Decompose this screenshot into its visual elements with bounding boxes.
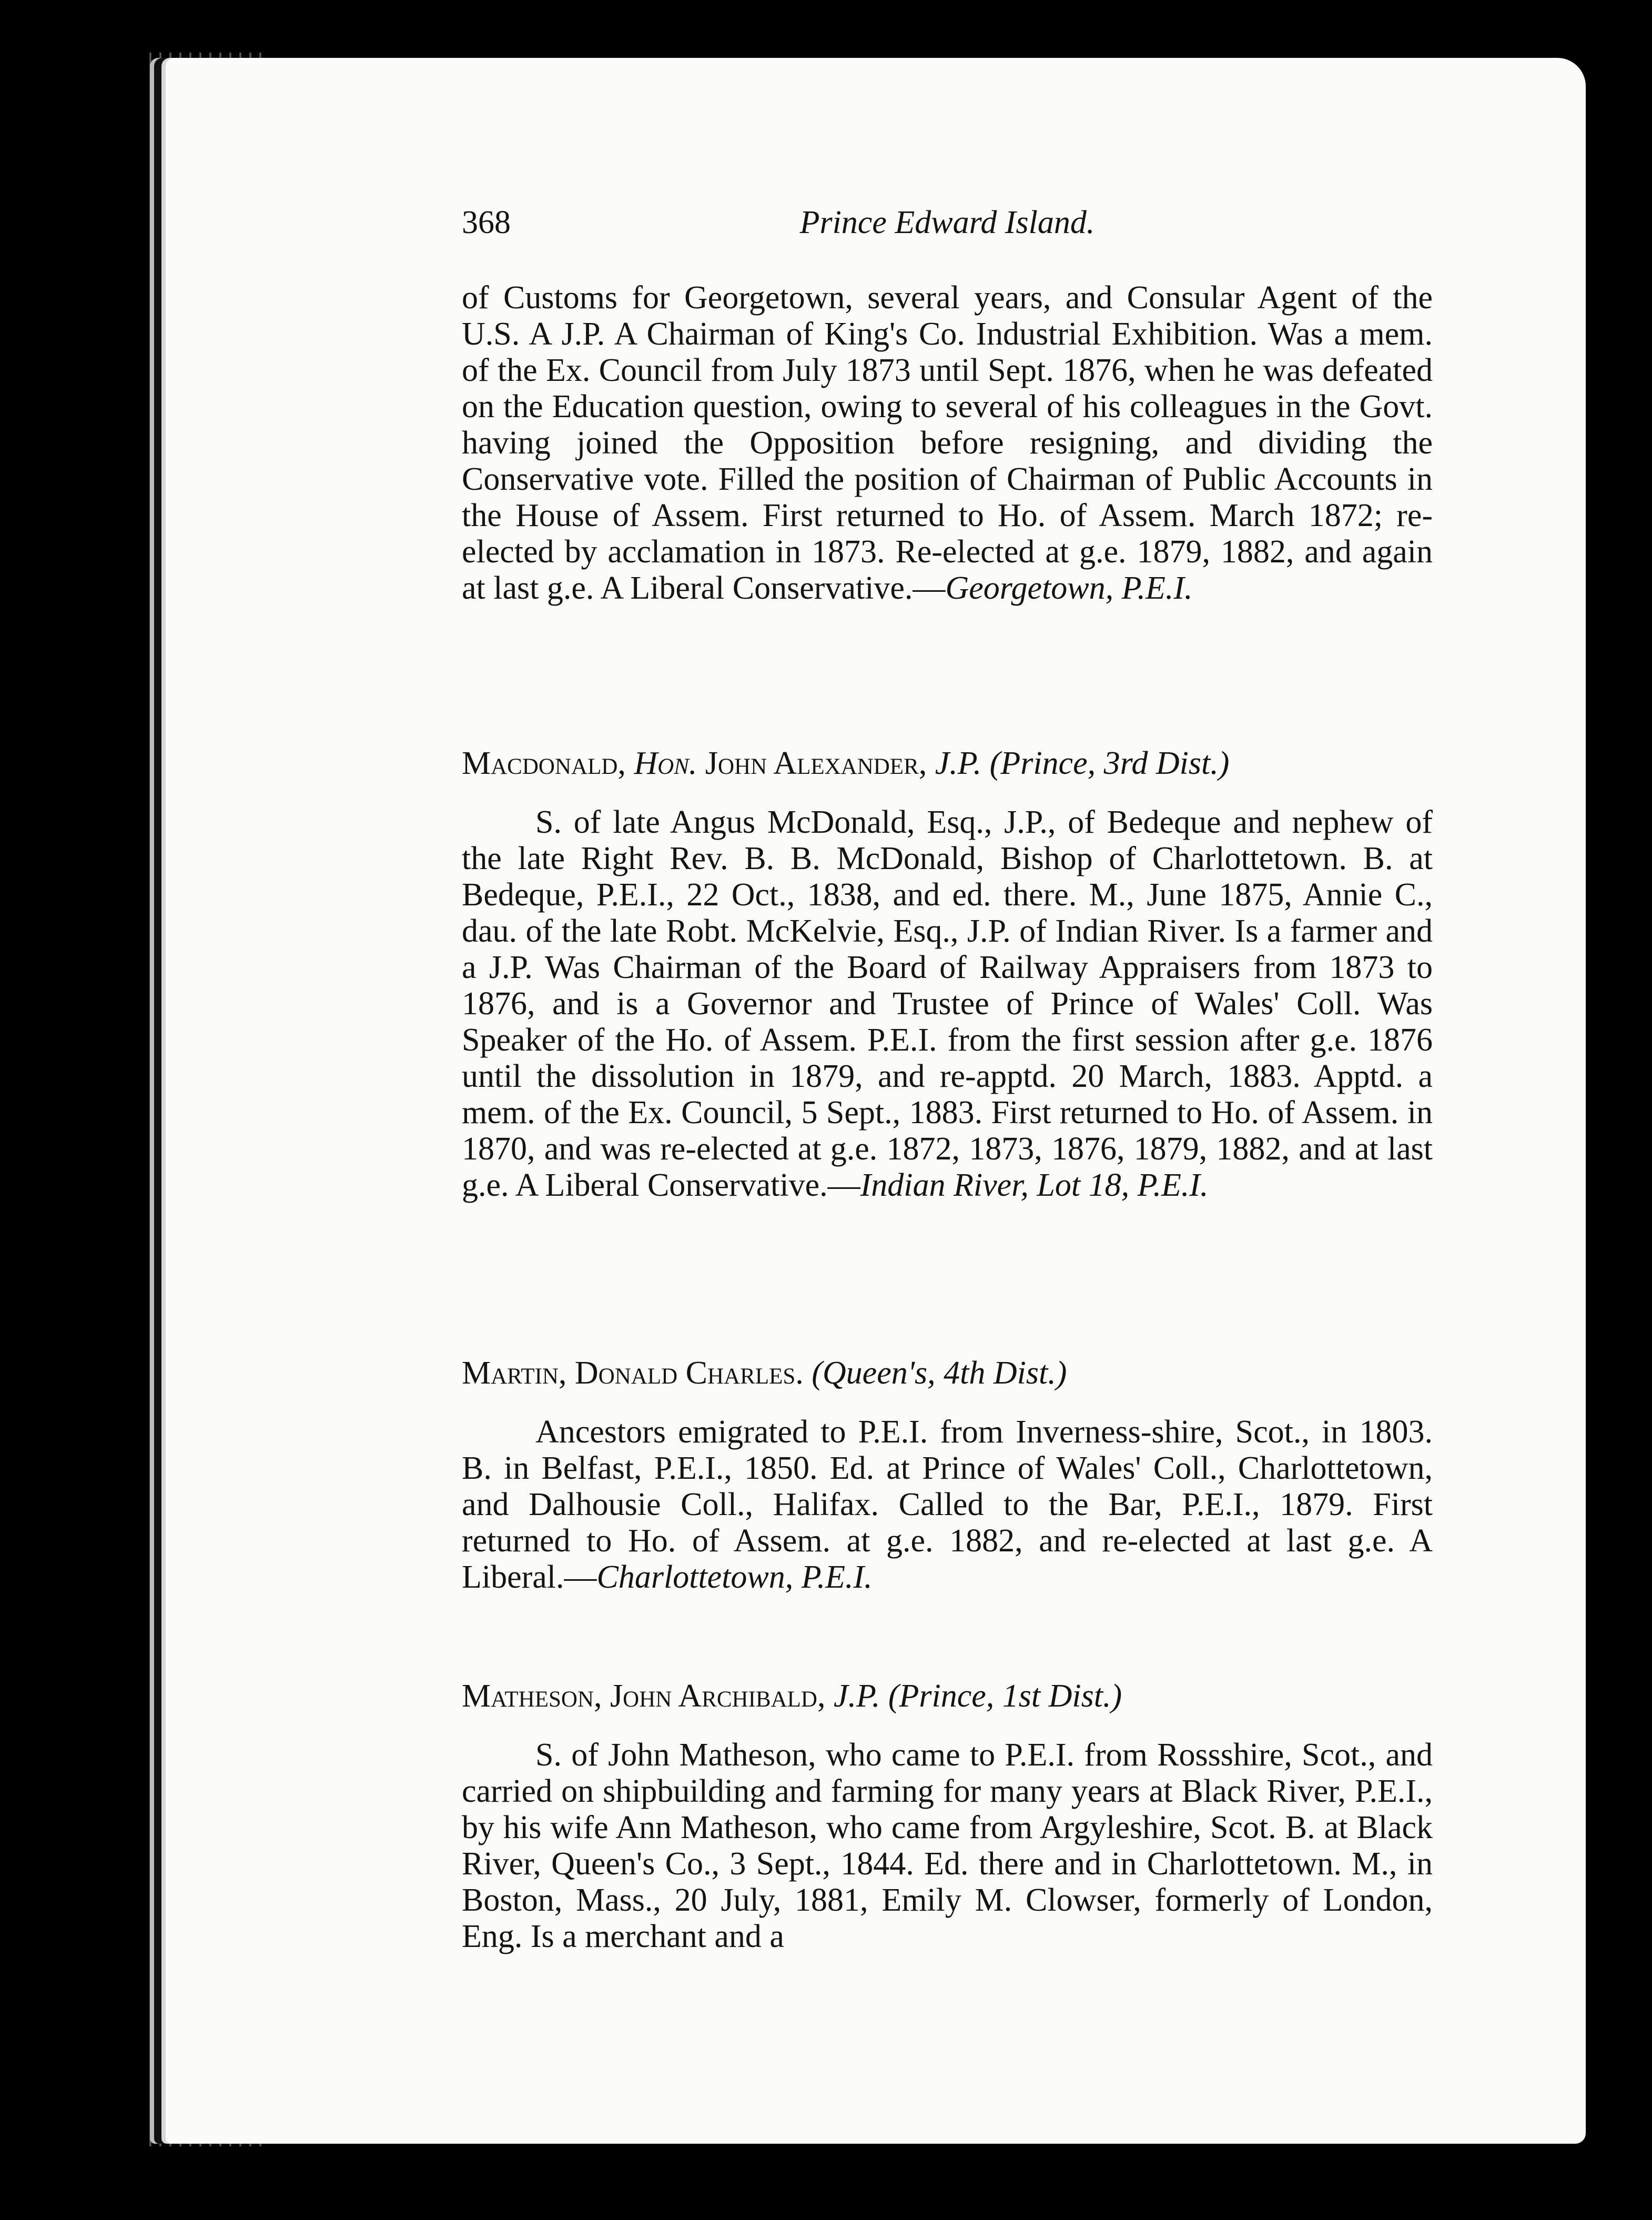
- entry-constituency: (Queen's, 4th Dist.): [812, 1355, 1067, 1391]
- continuation-paragraph: [462, 280, 1433, 607]
- entry-given-names: John Alexander,: [705, 745, 927, 781]
- entry-body: [462, 1414, 1433, 1596]
- page-number: 368: [462, 205, 511, 240]
- continuation-text: of Customs for Georgetown, several years, and Consular Agent of the U.S. A J.P. A Chairman of King's Co. Industrial Exhibition. Was a mem. of the Ex. Council from July 1873 until Sept. 1876, when he was defeated on the Education question, owing to several of his colleagues in the Govt. having joined the Opposition before resigning, and dividing the Conservative vote. Filled the position of Chairman of Public Accounts in the House of Assem. First returned to Ho. of Assem. March 1872; re-elected by acclamation in 1873. Re-elected at g.e. 1879, 1882, and again at last g.e. A Liberal Conservative.—: [462, 280, 1433, 606]
- entry-address: Charlottetown, P.E.I.: [596, 1559, 873, 1595]
- entry-body-text: S. of John Matheson, who came to P.E.I. from Rossshire, Scot., and carried on shipbuilding and farming for many years at Black River, P.E.I., by his wife Ann Matheson, who came from Argyleshire, Scot. B. at Black River, Queen's Co., 3 Sept., 1844. Ed. there and in Charlottetown. M., in Boston, Mass., 20 July, 1881, Emily M. Clowser, formerly of London, Eng. Is a merchant and a: [462, 1737, 1433, 1954]
- entry-surname: Macdonald,: [462, 745, 626, 781]
- entry-heading: [462, 745, 1433, 782]
- page-header: [462, 204, 1433, 246]
- entry-body: [462, 804, 1433, 1204]
- entry-honorific: Hon.: [634, 745, 697, 781]
- continuation-address: Georgetown, P.E.I.: [945, 570, 1193, 606]
- entry-title: J.P.: [935, 745, 982, 781]
- entry-macdonald: [462, 745, 1433, 1204]
- entry-constituency: (Prince, 3rd Dist.): [989, 745, 1230, 781]
- entry-matheson: [462, 1678, 1433, 1955]
- entry-address: Indian River, Lot 18, P.E.I.: [860, 1167, 1209, 1203]
- entry-body-text: Ancestors emigrated to P.E.I. from Inverness-shire, Scot., in 1803. B. in Belfast, P.E.I., 1850. Ed. at Prince of Wales' Coll., Charlottetown, and Dalhousie Coll., Halifax. Called to the Bar, P.E.I., 1879. First returned to Ho. of Assem. at g.e. 1882, and re-elected at last g.e. A Liberal.—: [462, 1414, 1433, 1595]
- entry-body-text: S. of late Angus McDonald, Esq., J.P., of Bedeque and nephew of the late Right Rev. B. B. McDonald, Bishop of Charlottetown. B. at Bedeque, P.E.I., 22 Oct., 1838, and ed. there. M., June 1875, Annie C., dau. of the late Robt. McKelvie, Esq., J.P. of Indian River. Is a farmer and a J.P. Was Chairman of the Board of Railway Appraisers from 1873 to 1876, and is a Governor and Trustee of Prince of Wales' Coll. Was Speaker of the Ho. of Assem. P.E.I. from the first session after g.e. 1876 until the dissolution in 1879, and re-apptd. 20 March, 1883. Apptd. a mem. of the Ex. Council, 5 Sept., 1883. First returned to Ho. of Assem. in 1870, and was re-elected at g.e. 1872, 1873, 1876, 1879, 1882, and at last g.e. A Liberal Conservative.—: [462, 804, 1433, 1203]
- entry-heading: [462, 1355, 1433, 1391]
- entry-martin: [462, 1355, 1433, 1596]
- entry-body: [462, 1737, 1433, 1955]
- entry-surname: Martin,: [462, 1355, 567, 1391]
- entry-constituency: (Prince, 1st Dist.): [888, 1678, 1122, 1714]
- entry-surname: Matheson,: [462, 1678, 602, 1714]
- entry-given-names: Donald Charles.: [574, 1355, 804, 1391]
- entry-heading: [462, 1678, 1433, 1714]
- running-title: Prince Edward Island.: [799, 205, 1095, 240]
- entry-title: J.P.: [833, 1678, 880, 1714]
- entry-given-names: John Archibald,: [610, 1678, 826, 1714]
